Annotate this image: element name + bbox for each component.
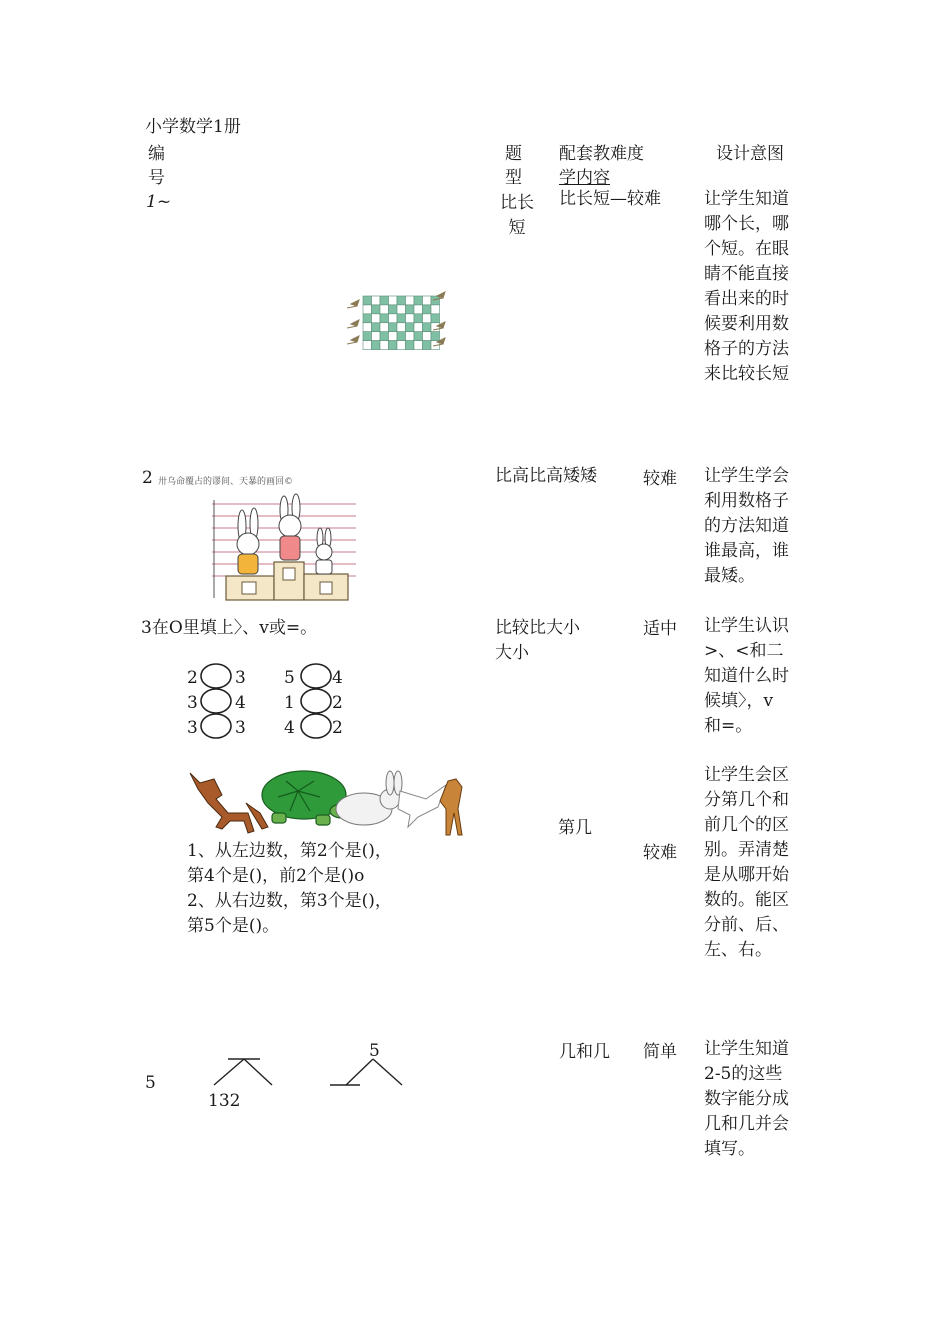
row3-intent: 让学生认识 >、<和二 知道什么时 候填〉，v 和=。 bbox=[704, 616, 789, 736]
grid-cell bbox=[414, 323, 423, 332]
grid-cell bbox=[397, 332, 406, 341]
grid-cell bbox=[372, 296, 381, 305]
grid-cell bbox=[380, 341, 389, 350]
content-header-2: 学内容 bbox=[559, 168, 610, 188]
book-title: 小学数学1册 bbox=[145, 117, 241, 137]
row5-intent: 让学生知道 2-5的这些 数字能分成 几和几并会 填写。 bbox=[704, 1039, 789, 1159]
grid-cell bbox=[406, 314, 415, 323]
grid-cell bbox=[431, 314, 440, 323]
grid-cell bbox=[372, 341, 381, 350]
tree-top-number: 5 bbox=[369, 1041, 380, 1061]
grid-cell bbox=[372, 323, 381, 332]
compare-right-number: 2 bbox=[332, 718, 343, 738]
grid-cell bbox=[389, 314, 398, 323]
row2-difficulty: 较难 bbox=[643, 469, 677, 489]
type-header-1: 题 bbox=[505, 144, 522, 164]
grid-cell bbox=[423, 332, 432, 341]
grid-cell bbox=[423, 323, 432, 332]
row5-number: 5 bbox=[145, 1073, 156, 1093]
grid-cell bbox=[397, 305, 406, 314]
grid-comparison-illustration bbox=[345, 290, 450, 360]
number-header-1: 编 bbox=[148, 144, 165, 164]
compare-right-number: 3 bbox=[235, 718, 246, 738]
grid-cell bbox=[380, 323, 389, 332]
row1-type: 比长 短 bbox=[500, 193, 534, 238]
grid-cell bbox=[397, 323, 406, 332]
compare-left-number: 4 bbox=[284, 718, 295, 738]
row2-caption: 卅乌命覆占的谬间、天暴的画回© bbox=[158, 477, 294, 487]
compare-left-number: 5 bbox=[284, 668, 295, 688]
grid-cell bbox=[406, 305, 415, 314]
grid-cell bbox=[397, 296, 406, 305]
grid-cell bbox=[414, 305, 423, 314]
grid-cell bbox=[389, 296, 398, 305]
compare-right-number: 3 bbox=[235, 668, 246, 688]
number-header-2: 号 bbox=[148, 168, 165, 188]
grid-cell bbox=[414, 296, 423, 305]
grid-cell bbox=[363, 314, 372, 323]
grid-cell bbox=[414, 314, 423, 323]
compare-left-number: 3 bbox=[187, 693, 198, 713]
row3-prompt: 3在O里填上〉、v或=。 bbox=[141, 618, 318, 638]
grid-cell bbox=[372, 314, 381, 323]
compare-right-number: 4 bbox=[332, 668, 343, 688]
grid-cell bbox=[406, 341, 415, 350]
grid-cell bbox=[389, 305, 398, 314]
grid-cell bbox=[397, 314, 406, 323]
rabbits-podium-illustration bbox=[210, 494, 358, 604]
row1-intent: 让学生知道 哪个长，哪 个短。在眼 睛不能直接 看出来的时 候要利用数 格子的方法 来比较长短 bbox=[704, 189, 789, 384]
grid-cell bbox=[414, 332, 423, 341]
grid-cell bbox=[406, 323, 415, 332]
row4-difficulty: 较难 bbox=[643, 843, 677, 863]
grid-cell bbox=[389, 332, 398, 341]
grid-cell bbox=[431, 296, 440, 305]
grid-cell bbox=[372, 305, 381, 314]
grid-cell bbox=[414, 341, 423, 350]
grid-cell bbox=[380, 314, 389, 323]
intent-header: 设计意图 bbox=[716, 144, 784, 164]
grid-cell bbox=[423, 296, 432, 305]
grid-cell bbox=[380, 332, 389, 341]
grid-cell bbox=[406, 332, 415, 341]
grid-cell bbox=[380, 305, 389, 314]
grid-cell bbox=[431, 305, 440, 314]
grid-cell bbox=[406, 296, 415, 305]
compare-left-number: 3 bbox=[187, 718, 198, 738]
number-split-trees bbox=[210, 1055, 410, 1091]
content-header-1: 配套教难度 bbox=[559, 144, 644, 164]
row2-intent: 让学生学会 利用数格子 的方法知道 谁最高，谁 最矮。 bbox=[704, 466, 789, 586]
row3-difficulty: 适中 bbox=[643, 619, 677, 639]
grid-cell bbox=[363, 341, 372, 350]
row2-type: 比高比高矮矮 bbox=[495, 466, 597, 486]
grid-cell bbox=[423, 341, 432, 350]
grid-cell bbox=[431, 323, 440, 332]
animals-row-illustration bbox=[186, 765, 476, 837]
compare-left-number: 1 bbox=[284, 693, 295, 713]
row4-content: 第几 bbox=[558, 818, 592, 838]
grid-cell bbox=[397, 341, 406, 350]
grid-cell bbox=[363, 332, 372, 341]
grid-cell bbox=[380, 296, 389, 305]
compare-right-number: 4 bbox=[235, 693, 246, 713]
row3-type: 比较比大小 大小 bbox=[495, 618, 580, 663]
row4-questions: 1、从左边数，第2个是()， 第4个是()，前2个是()o 2、从右边数，第3个是()， 第5个是()。 bbox=[187, 841, 392, 936]
row1-content: 比长短—较难 bbox=[559, 189, 661, 209]
grid-cell bbox=[431, 332, 440, 341]
row5-content: 几和几 bbox=[559, 1042, 610, 1062]
compare-circles bbox=[198, 660, 358, 744]
row5-difficulty: 简单 bbox=[643, 1042, 677, 1062]
grid-cell bbox=[389, 323, 398, 332]
grid-cell bbox=[389, 341, 398, 350]
grid-cell bbox=[363, 296, 372, 305]
row2-number: 2 bbox=[142, 468, 153, 488]
grid-cell bbox=[363, 323, 372, 332]
grid-cell bbox=[363, 305, 372, 314]
grid-cell bbox=[423, 314, 432, 323]
grid-cell bbox=[372, 332, 381, 341]
compare-left-number: 2 bbox=[187, 668, 198, 688]
row1-number: 1~ bbox=[146, 192, 172, 212]
grid-cell bbox=[423, 305, 432, 314]
tree-bottom-numbers: 132 bbox=[208, 1091, 241, 1111]
type-header-2: 型 bbox=[505, 168, 522, 188]
row4-intent: 让学生会区 分第几个和 前几个的区 别。弄清楚 是从哪开始 数的。能区 分前、后、 左、右。 bbox=[704, 765, 789, 960]
compare-right-number: 2 bbox=[332, 693, 343, 713]
